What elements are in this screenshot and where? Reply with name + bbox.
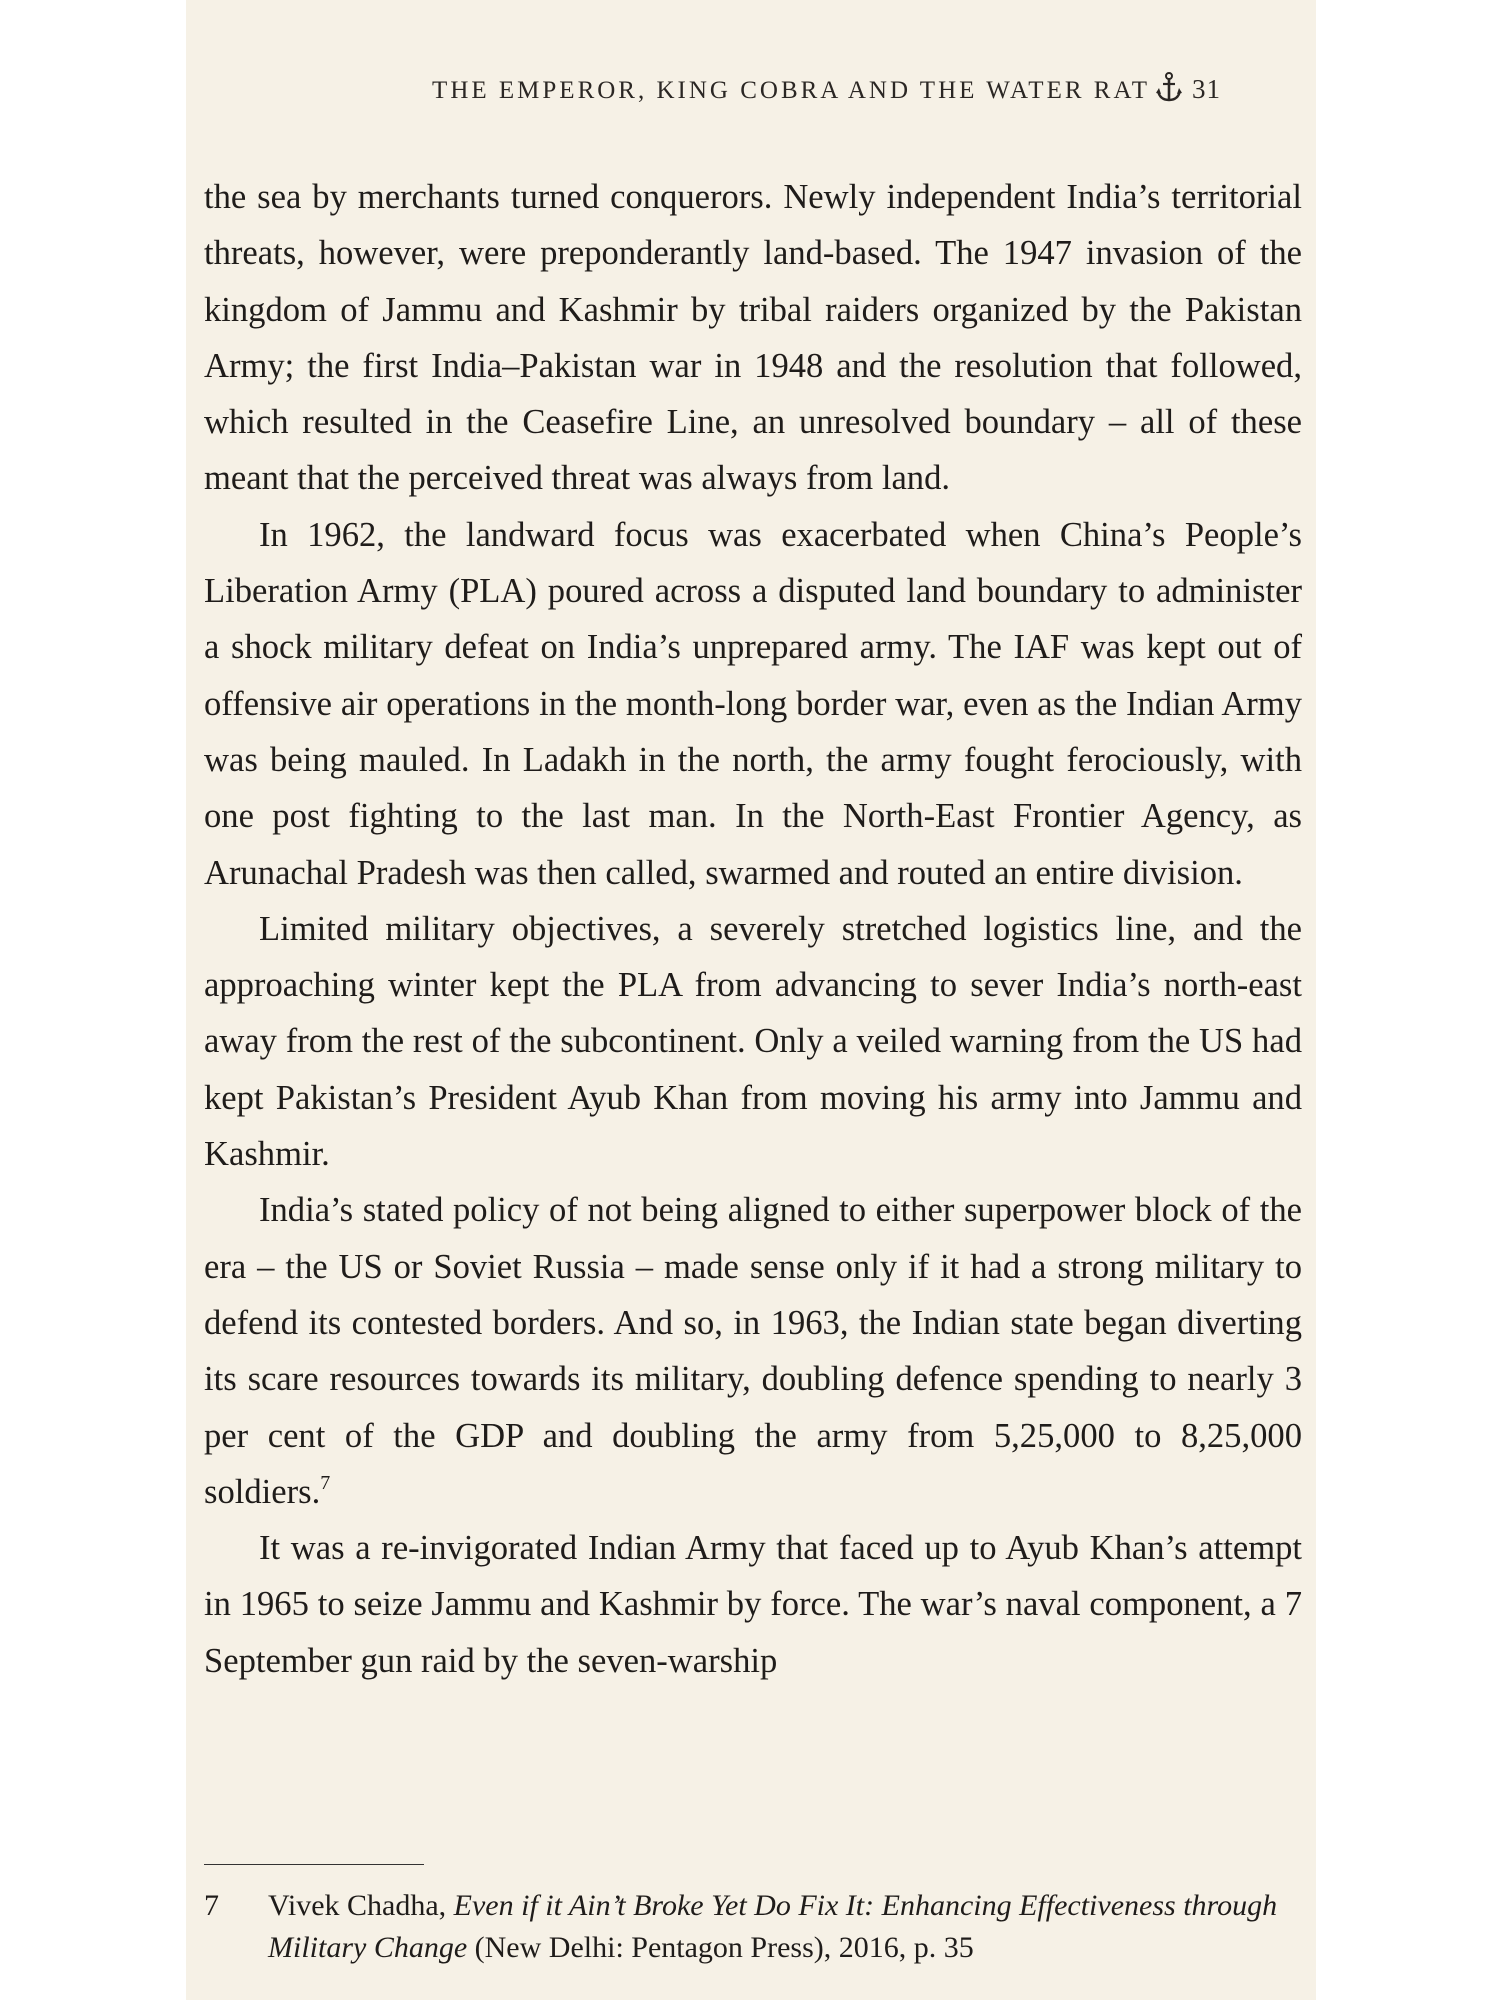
footnote <box>204 1885 1302 1969</box>
paragraph: It was a re-invigorated Indian Army that faced up to Ayub Khan’s attempt in 1965 to seize Jammu and Kashmir by force. The war’s naval component, a 7 September gun raid by the seven-warship <box>204 1529 1302 1680</box>
footnote-reference[interactable]: 7 <box>320 1471 331 1494</box>
footnote-number: 7 <box>204 1889 219 1922</box>
anchor-icon <box>1156 72 1182 109</box>
paragraph <box>204 1182 1302 1520</box>
footnote-title: Even if it Ain’t Broke Yet Do Fix It: Enhancing Effectiveness through Military Change <box>268 1889 1278 1964</box>
page-number: 31 <box>1192 74 1221 104</box>
paragraph: Limited military objectives, a severely stretched logistics line, and the approaching winter kept the PLA from advancing to sever India’s north-east away from the rest of the subcontinent. Only a veiled warning from the US had kept Pakistan’s President Ayub Khan from moving his army into Jammu and Kashmir. <box>204 909 1302 1174</box>
book-page <box>186 0 1316 2000</box>
paragraph: the sea by merchants turned conquerors. Newly independent India’s territorial threats, however, were preponderantly land-based. The 1947 invasion of the kingdom of Jammu and Kashmir by tribal raiders organized by the Pakistan Army; the first India–Pakistan war in 1948 and the resolution that followed, which resulted in the Ceasefire Line, an unresolved boundary – all of these meant that the perceived threat was always from land. <box>204 178 1302 498</box>
running-header <box>432 72 1221 109</box>
footnote-publication: (New Delhi: Pentagon Press), 2016, p. 35 <box>474 1931 974 1964</box>
footnote-author: Vivek Chadha, <box>268 1889 447 1922</box>
footnote-body <box>268 1885 1302 1969</box>
body-text <box>204 169 1302 1689</box>
paragraph-text: India’s stated policy of not being aligned to either superpower block of the era – the US or Soviet Russia – made sense only if it had a strong military to defend its contested borders. And so, in 1963, the Indian state began diverting its scare resources towards its military, doubling defence spending to nearly 3 per cent of the GDP and doubling the army from 5,25,000 to 8,25,000 soldiers. <box>204 1191 1302 1511</box>
footnote-divider <box>204 1864 424 1865</box>
paragraph: In 1962, the landward focus was exacerbated when China’s People’s Liberation Army (PLA) poured across a disputed land boundary to administer a shock military defeat on India’s unprepared army. The IAF was kept out of offensive air operations in the month-long border war, even as the Indian Army was being mauled. In Ladakh in the north, the army fought ferociously, with one post fighting to the last man. In the North-East Frontier Agency, as Arunachal Pradesh was then called, swarmed and routed an entire division. <box>204 515 1302 892</box>
running-title: THE EMPEROR, KING COBRA AND THE WATER RAT <box>432 77 1150 104</box>
